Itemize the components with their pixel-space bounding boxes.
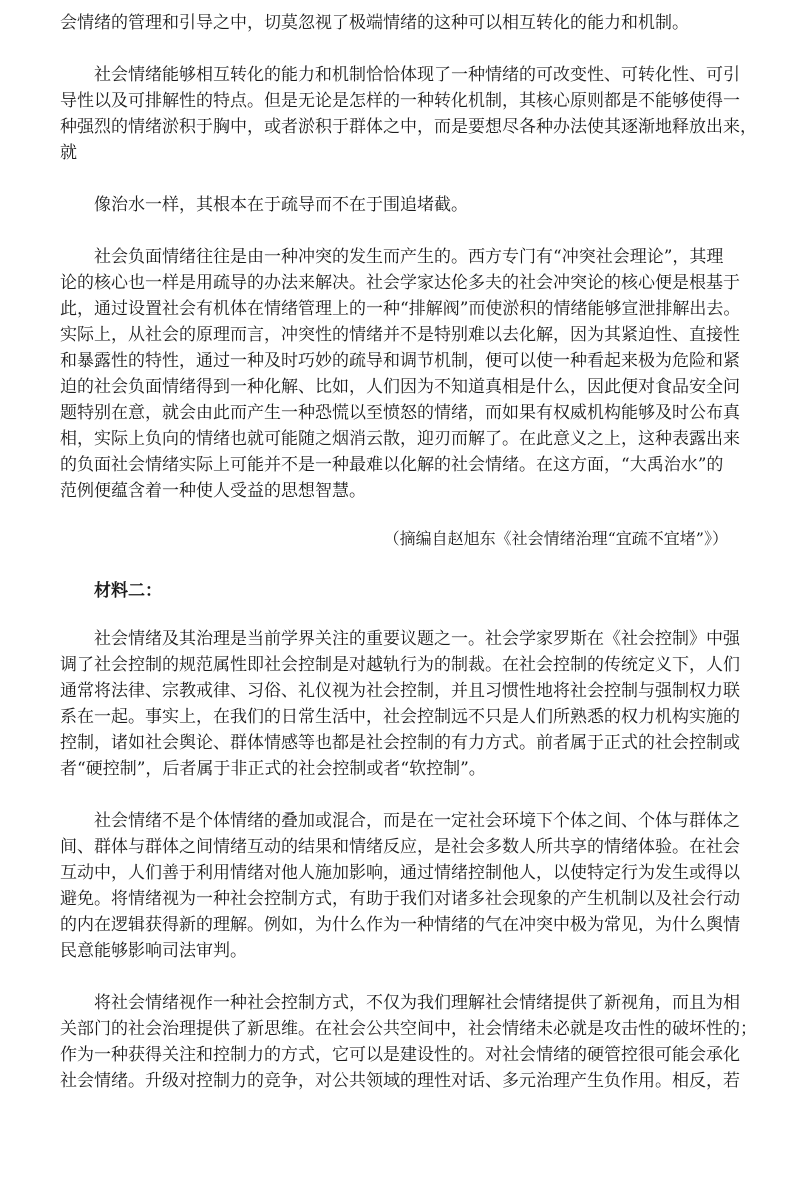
text-line: 种强烈的情绪淤积于胸中，或者淤积于群体之中，而是要想尽各种办法使其逐渐地释放出来， (60, 117, 757, 137)
paragraph-2 (60, 192, 740, 218)
paragraph-0 (60, 10, 740, 36)
text-line: 作为一种获得关注和控制力的方式，它可以是建设性的。对社会情绪的硬管控很可能会承化 (60, 1045, 740, 1065)
text-line: 题特别在意，就会由此而产生一种恐慌以至愤怒的情绪，而如果有权威机构能够及时公布真 (60, 403, 740, 423)
paragraph-6 (60, 990, 757, 1094)
paragraph-3 (60, 244, 740, 504)
text-line: 相，实际上负向的情绪也就可能随之烟消云散，迎刃而解了。在此意义之上，这种表露出来 (60, 429, 740, 449)
document-page (60, 10, 757, 1094)
text-line: 避免。将情绪视为一种社会控制方式，有助于我们对诸多社会现象的产生机制以及社会行动 (60, 889, 740, 909)
text-line: 社会情绪。升级对控制力的竞争，对公共领域的理性对话、多元治理产生负作用。相反，若 (60, 1071, 740, 1091)
text-line: 此，通过设置社会有机体在情绪管理上的一种“排解阀”而使淤积的情绪能够宣泄排解出去。 (60, 299, 741, 319)
text-line: 的内在逻辑获得新的理解。例如，为什么作为一种情绪的气在冲突中极为常见，为什么舆情 (60, 915, 740, 935)
text-line: 社会负面情绪往往是由一种冲突的发生而产生的。西方专门有“冲突社会理论”，其理 (94, 247, 724, 267)
text-line: 系在一起。事实上，在我们的日常生活中，社会控制远不只是人们所熟悉的权力机构实施的 (60, 707, 740, 727)
text-line: 和暴露性的特性，通过一种及时巧妙的疏导和调节机制，便可以使一种看起来极为危险和紧 (60, 351, 740, 371)
text-line: 通常将法律、宗教戒律、习俗、礼仪视为社会控制，并且习惯性地将社会控制与强制权力联 (60, 681, 740, 701)
text-line: 民意能够影响司法审判。 (60, 941, 247, 961)
text-line: 的负面社会情绪实际上可能并不是一种最难以化解的社会情绪。在这方面，“大禹治水”的 (60, 455, 724, 475)
paragraph-4 (60, 626, 740, 782)
text-line: 论的核心也一样是用疏导的办法来解决。社会学家达伦多夫的社会冲突论的核心便是根基于 (60, 273, 740, 293)
text-line: 关部门的社会治理提供了新思维。在社会公共空间中，社会情绪未必就是攻击性的破坏性的； (60, 1019, 757, 1039)
text-line: 范例便蕴含着一种使人受益的思想智慧。 (60, 481, 366, 501)
text-line: 会情绪的管理和引导之中，切莫忽视了极端情绪的这种可以相互转化的能力和机制。 (60, 13, 689, 33)
paragraph-1 (60, 62, 757, 166)
text-line: 实际上，从社会的原理而言，冲突性的情绪并不是特别难以去化解，因为其紧迫性、直接性 (60, 325, 740, 345)
text-line: 社会情绪及其治理是当前学界关注的重要议题之一。社会学家罗斯在《社会控制》中强 (94, 629, 740, 649)
text-line: 就 (60, 143, 77, 163)
text-line: 者“硬控制”，后者属于非正式的社会控制或者“软控制”。 (60, 759, 486, 779)
text-line: 控制，诸如社会舆论、群体情感等也都是社会控制的有力方式。前者属于正式的社会控制或 (60, 733, 740, 753)
text-line: 社会情绪不是个体情绪的叠加或混合，而是在一定社会环境下个体之间、个体与群体之 (94, 811, 740, 831)
text-line: 间、群体与群体之间情绪互动的结果和情绪反应，是社会多数人所共享的情绪体验。在社会 (60, 837, 740, 857)
text-line: 导性以及可排解性的特点。但是无论是怎样的一种转化机制，其核心原则都是不能够使得一 (60, 91, 740, 111)
text-line: 社会情绪能够相互转化的能力和机制恰恰体现了一种情绪的可改变性、可转化性、可引 (94, 65, 740, 85)
paragraph-5 (60, 808, 740, 964)
text-line: 迫的社会负面情绪得到一种化解、比如，人们因为不知道真相是什么，因此便对食品安全问 (60, 377, 740, 397)
text-line: 互动中，人们善于利用情绪对他人施加影响，通过情绪控制他人，以使特定行为发生或得以 (60, 863, 740, 883)
source-citation: （摘编自赵旭东《社会情绪治理“宜疏不宜堵”》） (383, 529, 728, 548)
text-line: 像治水一样，其根本在于疏导而不在于围追堵截。 (94, 195, 468, 215)
text-line: 将社会情绪视作一种社会控制方式，不仅为我们理解社会情绪提供了新视角，而且为相 (94, 993, 740, 1013)
section-heading: 材料二： (94, 581, 162, 601)
text-line: 调了社会控制的规范属性即社会控制是对越轨行为的制裁。在社会控制的传统定义下，人们 (60, 655, 740, 675)
